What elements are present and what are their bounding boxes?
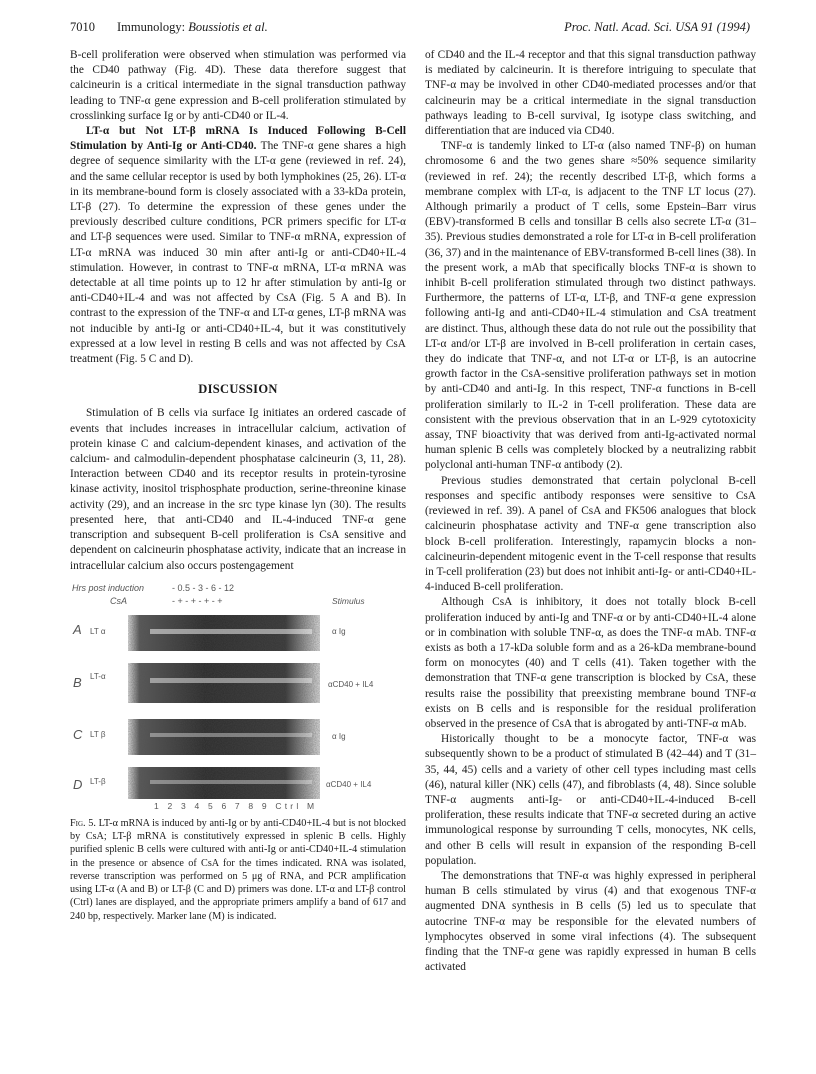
paragraph-body: The TNF-α gene shares a high degree of sequence similarity with the LT-α gene (reviewed in ref. 24), and the same cellular receptor is used by both lymphokines (25, 26). LT-α in its membrane-bound form is closely associated with a 33-kDa protein, LT-β (27). To determine the expression of these genes under the previously described culture conditions, PCR primers specific for LT-α and LT-β sequences were used. Similar to TNF-α mRNA, expression of LT-α mRNA was induced 30 min after anti-Ig or anti-CD40+IL-4 stimulation. However, in contrast to TNF-α mRNA, LT-α mRNA was detectable at all time points up to 12 hr after stimulation by anti-Ig or anti-CD40+IL-4 and was not affected by CsA (Fig. 5 A and B). In contrast to the expression of the TNF-α and LT-α genes, LT-β mRNA was not inducible by anti-Ig or anti-CD40+IL-4, but it was constitutively expressed at a low level in resting B cells and was not affected by CsA treatment (Fig. 5 C and D). (70, 140, 407, 366)
csa-label: CsA (110, 595, 128, 606)
panel-letter-b: B (73, 674, 82, 690)
panel-stimulus-b: αCD40 + IL4 (328, 679, 374, 689)
caption-text: LT-α mRNA is induced by anti-Ig or by anti-CD40+IL-4 but is not blocked by CsA; LT-β mRNA is constitutively expressed in splenic B cells. Highly purified splenic B cells were cultured with anti-Ig or anti-CD40+IL-4 stimulation in the presence or absence of CsA for the times indicated. RNA was isolated, reverse transcription was performed on 5 μg of RNA, and PCR amplification using LT-α (A and B) or LT-β (C and D) primers was done. LT-α and LT-β control (Ctrl) lanes are displayed, and the appropriate primers amplify a band of 617 and 240 bp, respectively. Marker lane (M) is indicated. (70, 817, 407, 922)
time-header: Hrs post induction (72, 582, 145, 593)
run-in-heading: LT-α but Not LT-β mRNA Is Induced Following B-Cell Stimulation by Anti-Ig or Anti-CD40. (70, 125, 406, 153)
right-column (425, 48, 756, 975)
time-points: - 0.5 - 3 - 6 - 12 (172, 582, 235, 593)
gel-band-c (150, 733, 312, 737)
gel-band-b (150, 678, 312, 683)
panel-gene-b: LT-α (90, 671, 106, 681)
panel-gene-a: LT α (90, 626, 106, 636)
gel-band-a (150, 629, 312, 634)
journal-reference: Proc. Natl. Acad. Sci. USA 91 (1994) (564, 20, 750, 34)
journal-section: Immunology: (117, 20, 189, 34)
paragraph: The demonstrations that TNF-α was highly expressed in peripheral human B cells stimulated by virus (4) and that exogenous TNF-α augmented DNA synthesis in B cells (5) led us to speculate that autocrine TNF-α may be responsible for the elevated numbers of lymphocytes observed in some viral infections (4). The subsequent finding that the TNF-α gene was rapidly expressed in human B cells activated (425, 869, 756, 974)
paragraph: of CD40 and the IL-4 receptor and that this signal transduction pathway is mediated by calcineurin. It is therefore intriguing to speculate that TNF-α may be involved in other CD40-mediated processes and/or that calcineurin may be a critical intermediate in the signal transduction pathways leading to B-cell survival, Ig isotype class switching, and differentiation that are induced via CD40. (425, 49, 756, 138)
panel-letter-c: C (73, 726, 83, 742)
panel-letter-a: A (73, 621, 82, 637)
panel-stimulus-a: α Ig (332, 626, 346, 636)
paragraph: Stimulation of B cells via surface Ig initiates an ordered cascade of events that includes increases in intracellular calcium, activation of protein kinase C and calcium-dependent kinases, and activation of the calcium- and calmodulin-dependent phosphatase calcineurin (3, 11, 28). Interaction between CD40 and its receptor results in protein-tyrosine kinase activity, inositol trisphosphate production, serine-threonine kinase activity (29), and an increase in the src type kinase lyn (30). The results presented here, that anti-CD40 and IL-4-induced TNF-α gene transcription and subsequent B-cell proliferation is CsA sensitive and dependent on calcineurin phosphatase activity, indicate that an increase in intracellular calcium also occurs postengagement (70, 407, 406, 572)
panel-stimulus-c: α Ig (332, 731, 346, 741)
paragraph: Previous studies demonstrated that certain polyclonal B-cell responses and specific antibody responses were sensitive to CsA (reviewed in ref. 39). A panel of CsA and FK506 analogues that block calcineurin phosphatase activity and TNF-α gene transcription also block B-cell proliferation. Interestingly, rapamycin blocks a non-calcineurin-dependent mitogenic event in the T-cell response that results in T-cell proliferation (23) but does not inhibit anti-Ig- or anti-CD40+IL-4-induced B-cell proliferation. (425, 474, 756, 594)
caption-label: Fig. 5. (70, 817, 96, 829)
page-number: 7010 (70, 20, 95, 34)
paragraph: Historically thought to be a monocyte factor, TNF-α was subsequently shown to be a product of stimulated B (42–44) and T (31–35, 44, 45) cells and a variety of other cell types including mast cells (46), natural killer (NK) cells (47), and fibroblasts (4, 48). Since soluble TNF-α augments anti-Ig- or anti-CD40+IL-4-induced B-cell proliferation, these results indicate that TNF-α secreted during an active immunological response by surrounding T cells, monocytes, NK cells, and other B cells will result in expansion of the responding B-cell population. (425, 733, 756, 867)
gel-image (70, 579, 406, 811)
running-head-left (117, 20, 268, 35)
stimulus-header: Stimulus (332, 595, 365, 606)
figure-5-gel (70, 579, 406, 811)
discussion-heading: DISCUSSION (198, 382, 278, 397)
running-head (70, 20, 750, 40)
paragraph: Although CsA is inhibitory, it does not totally block B-cell proliferation induced by anti-Ig and TNF-α or by anti-CD40+IL-4 alone or in combination with soluble TNF-α, as does the TNF-α mAb. TNF-α exists as both a 17-kDa soluble form and as a 26-kDa membrane-bound form on monocytes (40) and T cells (41). Taken together with the demonstration that TNF-α gene transcription is blocked by CsA, these results raise the possibility that preexisting membrane bound TNF-α exists on B cells and is responsible for the residual proliferation observed in the presence of CsA that is abrogated by anti-TNF-α mAb. (425, 596, 756, 730)
paragraph: TNF-α is tandemly linked to LT-α (also named TNF-β) on human chromosome 6 and the two genes share ≈50% sequence similarity (reviewed in ref. 24); the recently described LT-β, which forms a membrane complex with LT-α, is adjacent to the TNF LT locus (27). Although primarily a product of T cells, some Epstein–Barr virus (EBV)-transformed B cells and tonsillar B cells also secrete LT-α (31–35). Previous studies demonstrated a role for LT-α in B-cell proliferation (36, 37) and in the maintenance of EBV-transformed B-cell lines (38). In the present work, a mAb that specifically blocks TNF-α is shown to inhibit B-cell proliferation stimulated through two distinct pathways. Furthermore, the patterns of LT-α, LT-β, and TNF-α gene expression following anti-Ig and anti-CD40+IL-4 stimulation and CsA treatment are distinct. Thus, although these data do not rule out the possibility that LT-α and/or LT-β are involved in B-cell proliferation in certain cases, they do indicate that TNF-α, and not LT-α or LT-β, is an autocrine growth factor in the CsA-sensitive proliferation pathways set in motion by anti-CD40 and anti-Ig. In this respect, TNF-α functions in B-cell proliferation similarly to IL-2 in T-cell proliferation. These data are consistent with the previous observation that in an L-929 cytotoxicity assay, TNF bioactivity that was derived from anti-Ig-activated normal human splenic B cells was completely blocked by a neutralizing rabbit polyclonal anti-human TNF-α antibody (2). (425, 140, 756, 472)
panel-gene-c: LT β (90, 729, 106, 739)
panel-letter-d: D (73, 776, 83, 792)
csa-marks: - + - + - + - + (172, 595, 223, 606)
lane-numbers: 1 2 3 4 5 6 7 8 9 Ctrl M (154, 800, 318, 811)
authors: Boussiotis et al. (188, 20, 268, 34)
gel-band-d (150, 780, 312, 784)
left-column (70, 48, 406, 923)
paragraph: B-cell proliferation were observed when stimulation was performed via the CD40 pathway (Fig. 4D). These data therefore suggest that calcineurin is a critical intermediate in the signal transduction pathway leading to TNF-α gene expression and B-cell proliferation stimulated by crosslinking surface Ig or by anti-CD40 or IL-4. (70, 49, 406, 122)
paragraph-lt-alpha (70, 124, 406, 367)
panel-gene-d: LT-β (90, 776, 106, 786)
figure-caption (70, 817, 406, 923)
panel-stimulus-d: αCD40 + IL4 (326, 779, 372, 789)
